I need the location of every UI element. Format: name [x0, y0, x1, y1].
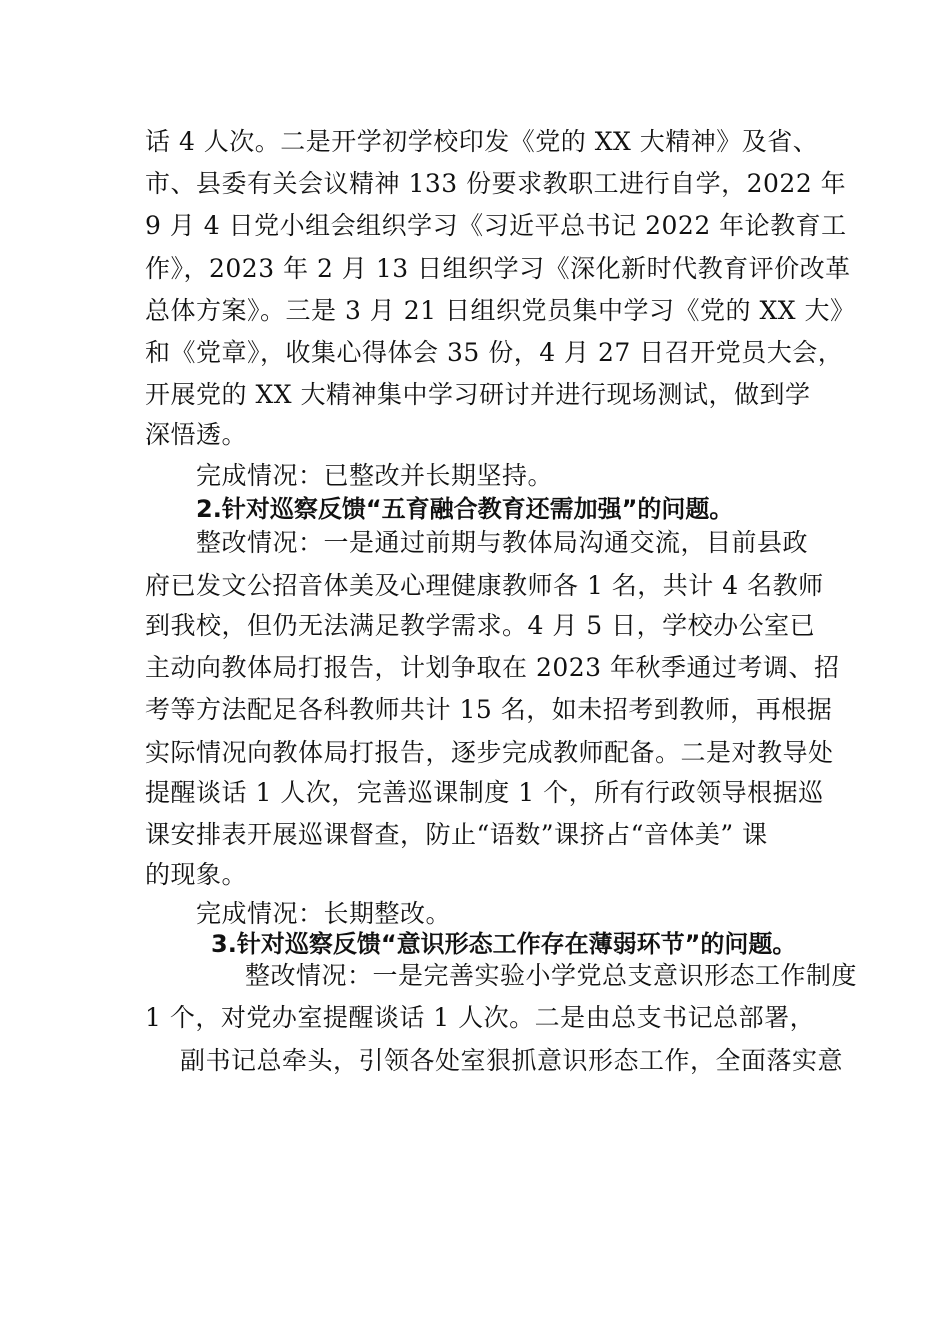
body-text-line: 府已发文公招音体美及心理健康教师各 1 名，共计 4 名教师	[145, 571, 824, 600]
body-text-line: 9 月 4 日党小组会组织学习《习近平总书记 2022 年论教育工	[145, 211, 847, 240]
body-text-line: 整改情况：一是通过前期与教体局沟通交流，目前县政	[196, 528, 809, 557]
completion-status: 完成情况：已整改并长期坚持。	[196, 461, 554, 490]
body-text-line: 整改情况：一是完善实验小学党总支意识形态工作制度	[245, 961, 858, 990]
body-text-line: 课安排表开展巡课督查，防止“语数”课挤占“音体美” 课	[145, 820, 768, 849]
section-heading: 2.针对巡察反馈“五育融合教育还需加强”的问题。	[196, 495, 734, 523]
body-text-line: 提醒谈话 1 人次，完善巡课制度 1 个，所有行政领导根据巡	[145, 778, 824, 807]
completion-status: 完成情况：长期整改。	[196, 899, 452, 928]
body-text-line: 和《党章》，收集心得体会 35 份，4 月 27 日召开党员大会，	[145, 338, 844, 367]
body-text-line: 的现象。	[145, 860, 248, 889]
body-text-line: 话 4 人次。二是开学初学校印发《党的 XX 大精神》及省、	[145, 127, 819, 156]
body-text-line: 市、县委有关会议精神 133 份要求教职工进行自学，2022 年	[145, 169, 847, 198]
body-text-line: 开展党的 XX 大精神集中学习研讨并进行现场测试，做到学	[145, 380, 811, 409]
body-text-line: 副书记总牵头，引领各处室狠抓意识形态工作，全面落实意	[180, 1046, 844, 1075]
body-text-line: 到我校，但仍无法满足教学需求。4 月 5 日，学校办公室已	[145, 611, 816, 640]
body-text-line: 1 个，对党办室提醒谈话 1 人次。二是由总支书记总部署，	[145, 1003, 816, 1032]
body-text-line: 作》，2023 年 2 月 13 日组织学习《深化新时代教育评价改革	[145, 254, 851, 283]
body-text-line: 主动向教体局打报告，计划争取在 2023 年秋季通过考调、招	[145, 653, 840, 682]
section-heading: 3.针对巡察反馈“意识形态工作存在薄弱环节”的问题。	[211, 930, 797, 958]
body-text-line: 实际情况向教体局打报告，逐步完成教师配备。二是对教导处	[145, 738, 834, 767]
body-text-line: 总体方案》。三是 3 月 21 日组织党员集中学习《党的 XX 大》	[145, 296, 856, 325]
body-text-line: 考等方法配足各科教师共计 15 名，如未招考到教师，再根据	[145, 695, 833, 724]
body-text-line: 深悟透。	[145, 420, 248, 449]
